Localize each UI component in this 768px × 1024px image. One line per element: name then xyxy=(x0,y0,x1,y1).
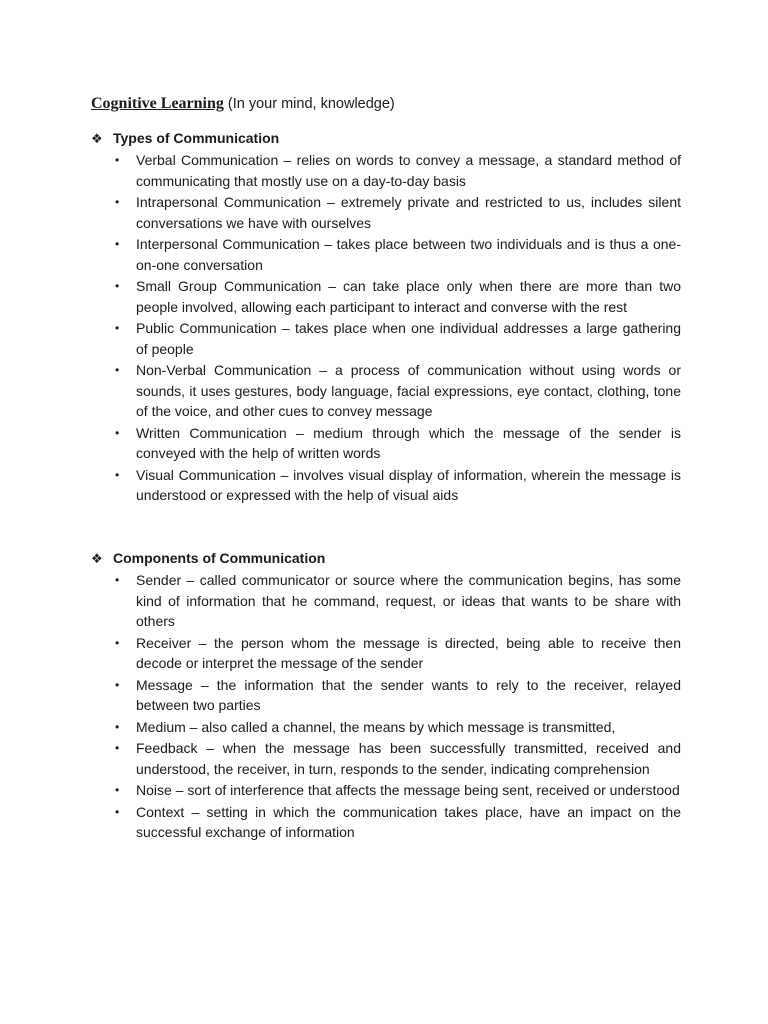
list-item-text: Public Communication – takes place when one individual addresses a large gathering of people xyxy=(136,320,681,357)
list-item-text: Interpersonal Communication – takes place between two individuals and is thus a one-on-one conversation xyxy=(136,236,681,273)
dot-bullet-icon: • xyxy=(115,804,120,819)
list-item xyxy=(91,423,681,464)
list-item-text: Small Group Communication – can take place only when there are more than two people involved, allowing each participant to interact and converse with the rest xyxy=(136,278,681,315)
dot-bullet-icon: • xyxy=(115,467,120,482)
list-item xyxy=(91,717,681,738)
list-item xyxy=(91,738,681,779)
list-item-text: Written Communication – medium through which the message of the sender is conveyed with the help of written words xyxy=(136,424,681,461)
list-item xyxy=(91,633,681,674)
list-item xyxy=(91,802,681,843)
dot-bullet-icon: • xyxy=(115,321,120,335)
section-heading-text: Types of Communication xyxy=(113,130,280,146)
bullet-list xyxy=(91,570,681,843)
dot-bullet-icon: • xyxy=(115,677,120,692)
list-item xyxy=(91,675,681,716)
dot-bullet-icon: • xyxy=(115,425,120,440)
list-item xyxy=(91,192,681,233)
list-item-text: Receiver – the person whom the message is directed, being able to receive then decode or interpret the message of the sender xyxy=(136,634,681,671)
list-item-text: Verbal Communication – relies on words to convey a message, a standard method of communicating that mostly use on a day-to-day basis xyxy=(136,152,681,189)
list-item xyxy=(91,570,681,632)
list-item xyxy=(91,360,681,422)
document-title: Cognitive Learning xyxy=(91,95,224,112)
dot-bullet-icon: • xyxy=(115,153,120,167)
dot-bullet-icon: • xyxy=(115,363,120,377)
section-heading xyxy=(91,128,681,149)
section-types-of-communication xyxy=(91,128,681,506)
list-item-text: Message – the information that the sender wants to rely to the receiver, relayed between two parties xyxy=(136,676,681,713)
diamond-bullet-icon: ❖ xyxy=(91,131,103,146)
list-item xyxy=(91,234,681,275)
dot-bullet-icon: • xyxy=(115,783,120,797)
list-item-text: Feedback – when the message has been successfully transmitted, received and understood, the receiver, in turn, responds to the sender, indicating comprehension xyxy=(136,740,681,777)
dot-bullet-icon: • xyxy=(115,741,120,755)
dot-bullet-icon: • xyxy=(115,635,120,650)
dot-bullet-icon: • xyxy=(115,237,120,251)
dot-bullet-icon: • xyxy=(115,279,120,293)
list-item xyxy=(91,318,681,359)
bullet-list xyxy=(91,150,681,506)
list-item-text: Context – setting in which the communication takes place, have an impact on the successful exchange of information xyxy=(136,803,681,840)
section-components-of-communication xyxy=(91,548,681,843)
list-item-text: Medium – also called a channel, the means by which message is transmitted, xyxy=(136,718,616,735)
dot-bullet-icon: • xyxy=(115,719,120,734)
list-item xyxy=(91,150,681,191)
diamond-bullet-icon: ❖ xyxy=(91,551,103,566)
list-item-text: Non-Verbal Communication – a process of communication without using words or sounds, it uses gestures, body language, facial expressions, eye contact, clothing, tone of the voice, and other cues to convey message xyxy=(136,362,681,419)
list-item-text: Intrapersonal Communication – extremely private and restricted to us, includes silent conversations we have with ourselves xyxy=(136,194,681,231)
list-item-text: Sender – called communicator or source where the communication begins, has some kind of information that he command, request, or ideas that wants to be share with others xyxy=(136,572,681,629)
list-item xyxy=(91,465,681,506)
list-item xyxy=(91,780,681,801)
document-title-line xyxy=(91,94,395,114)
dot-bullet-icon: • xyxy=(115,195,120,209)
section-heading xyxy=(91,548,681,569)
dot-bullet-icon: • xyxy=(115,573,120,587)
document-subtitle: (In your mind, knowledge) xyxy=(227,96,395,112)
list-item xyxy=(91,276,681,317)
list-item-text: Visual Communication – involves visual display of information, wherein the message is understood or expressed with the help of visual aids xyxy=(136,466,681,503)
list-item-text: Noise – sort of interference that affects the message being sent, received or understood xyxy=(136,782,680,798)
section-heading-text: Components of Communication xyxy=(113,550,326,566)
